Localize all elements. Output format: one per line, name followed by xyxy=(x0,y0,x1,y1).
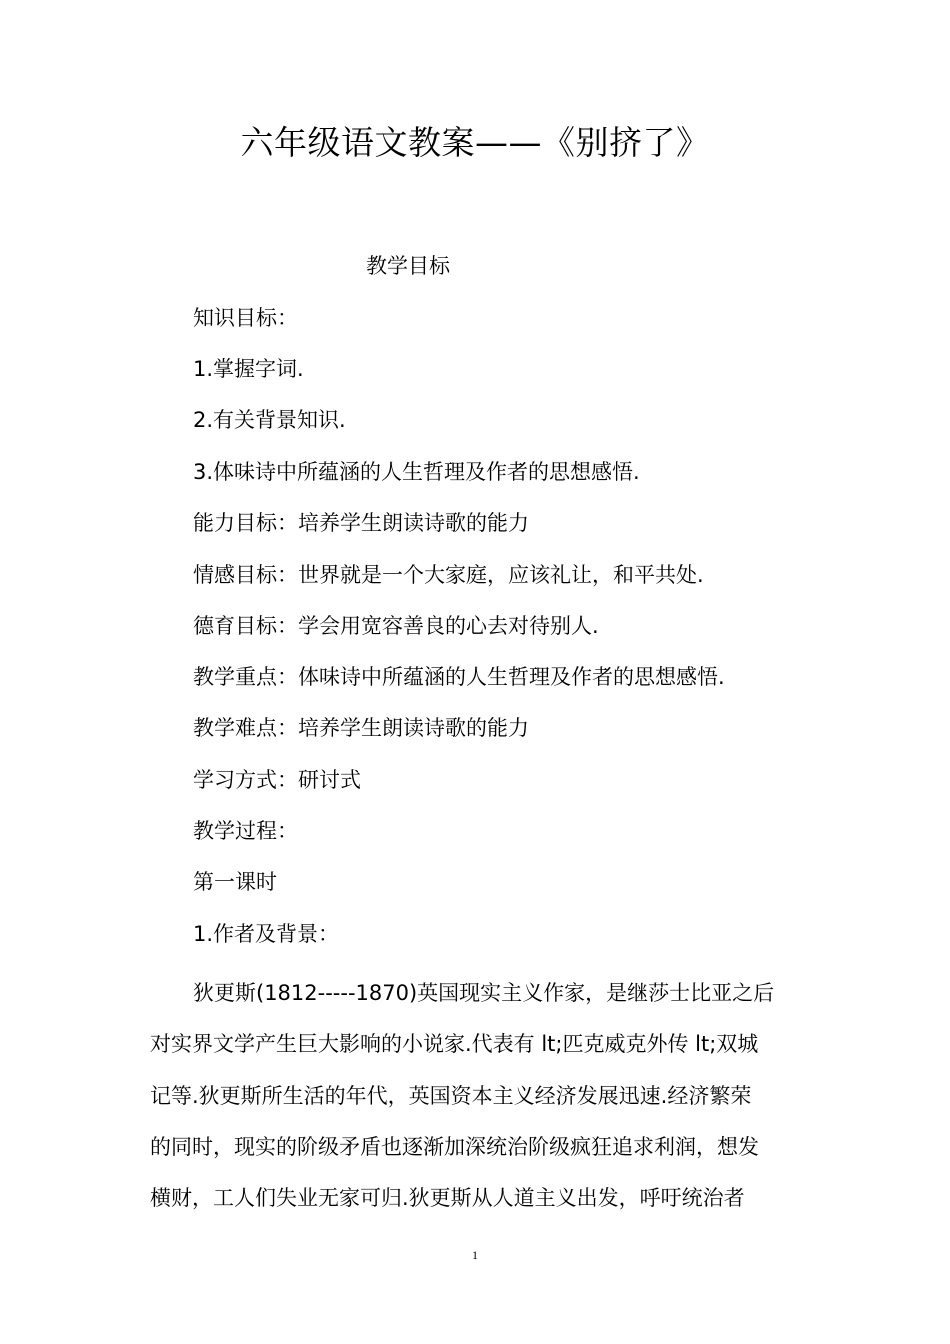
body-paragraph xyxy=(150,968,800,1224)
paragraph-row: 记等.狄更斯所生活的年代，英国资本主义经济发展迅速.经济繁荣 xyxy=(150,1083,752,1108)
document-title: 六年级语文教案——《别挤了》 xyxy=(240,123,710,162)
text-line: 1.作者及背景： xyxy=(193,922,340,946)
text-line: 3.体味诗中所蕴涵的人生哲理及作者的思想感悟. xyxy=(193,460,640,484)
text-line: 教学难点：培养学生朗读诗歌的能力 xyxy=(193,716,529,740)
page-number: 1 xyxy=(472,1248,478,1262)
section-heading: 教学目标 xyxy=(366,254,450,278)
text-line: 1.掌握字词. xyxy=(193,357,304,381)
text-line: 第一课时 xyxy=(193,870,277,894)
paragraph-row: 狄更斯(1812-----1870)英国现实主义作家，是继莎士比亚之后 xyxy=(193,981,775,1005)
text-line: 情感目标：世界就是一个大家庭，应该礼让，和平共处. xyxy=(193,563,704,587)
paragraph-row: 的同时，现实的阶级矛盾也逐渐加深统治阶级疯狂追求利润，想发 xyxy=(150,1134,759,1159)
paragraph-row: 对实界文学产生巨大影响的小说家.代表有 lt;匹克威克外传 lt;双城 xyxy=(150,1032,759,1057)
text-line: 2.有关背景知识. xyxy=(193,408,346,432)
text-line: 学习方式：研讨式 xyxy=(193,768,361,792)
paragraph-row: 横财，工人们失业无家可归.狄更斯从人道主义出发，呼吁统治者 xyxy=(150,1186,745,1211)
text-line: 知识目标： xyxy=(193,306,298,330)
text-line: 能力目标：培养学生朗读诗歌的能力 xyxy=(193,511,529,535)
text-line: 德育目标：学会用宽容善良的心去对待别人. xyxy=(193,614,599,638)
text-line: 教学重点：体味诗中所蕴涵的人生哲理及作者的思想感悟. xyxy=(193,665,725,689)
text-line: 教学过程： xyxy=(193,819,298,843)
